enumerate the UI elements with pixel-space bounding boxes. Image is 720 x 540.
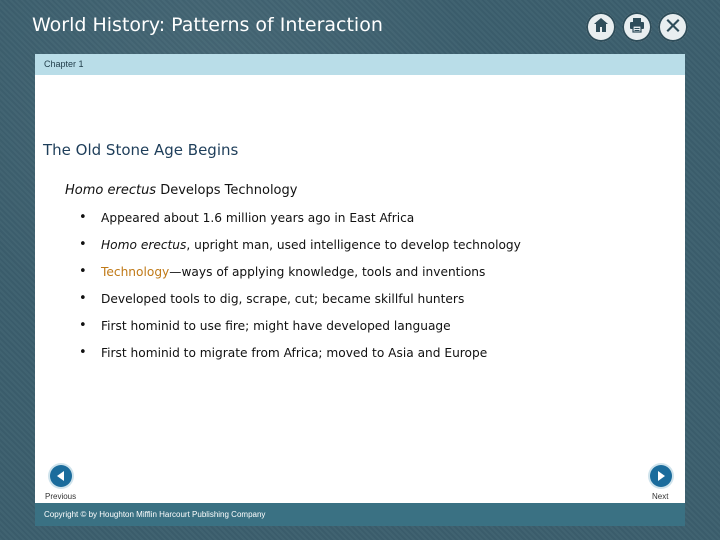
previous-label[interactable]: Previous	[45, 492, 77, 501]
chapter-bar	[35, 54, 685, 75]
chapter-label: Chapter 1	[44, 59, 84, 69]
list-item: • Appeared about 1.6 million years ago in East Africa	[79, 211, 521, 238]
highlight-term: Technology	[101, 265, 170, 279]
toolbar	[586, 12, 688, 42]
close-button[interactable]	[658, 12, 688, 42]
next-label[interactable]: Next	[652, 492, 669, 501]
printer-icon	[628, 16, 646, 39]
print-button[interactable]	[622, 12, 652, 42]
list-item: • First hominid to use fire; might have developed language	[79, 319, 521, 346]
list-item: • Homo erectus, upright man, used intelligence to develop technology	[79, 238, 521, 265]
subtitle-rest: Develops Technology	[156, 183, 298, 198]
slide-subtitle	[65, 183, 297, 198]
subtitle-italic: Homo erectus	[65, 183, 157, 198]
bullet-list	[79, 211, 521, 373]
slide-title: The Old Stone Age Begins	[43, 141, 239, 159]
bullet-italic: Homo erectus	[101, 238, 187, 252]
home-icon	[592, 16, 610, 39]
list-item: • Developed tools to dig, scrape, cut; became skillful hunters	[79, 292, 521, 319]
arrow-right-icon	[650, 465, 672, 487]
arrow-left-icon	[50, 465, 72, 487]
slide-panel	[35, 54, 685, 526]
footer-bar	[35, 503, 685, 526]
close-icon	[664, 16, 682, 39]
app-title: World History: Patterns of Interaction	[32, 14, 383, 36]
home-button[interactable]	[586, 12, 616, 42]
next-button[interactable]	[650, 465, 672, 487]
copyright-text: Copyright © by Houghton Mifflin Harcourt Publishing Company	[44, 510, 266, 519]
list-item: • Technology—ways of applying knowledge, tools and inventions	[79, 265, 521, 292]
previous-button[interactable]	[50, 465, 72, 487]
list-item: • First hominid to migrate from Africa; moved to Asia and Europe	[79, 346, 521, 373]
